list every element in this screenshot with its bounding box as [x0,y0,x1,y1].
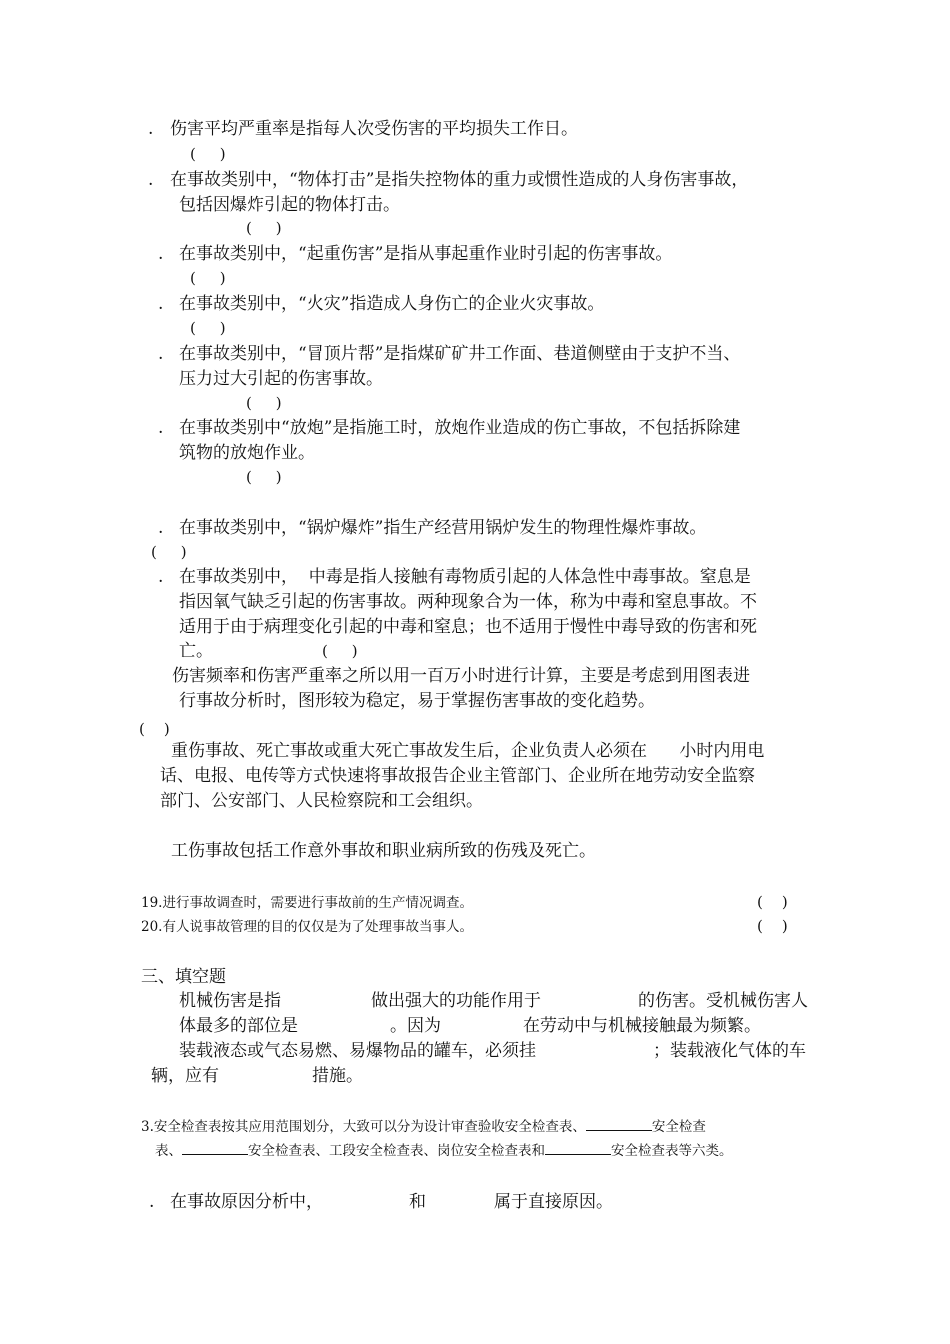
question-text: 话、电报、电传等方式快速将事故报告企业主管部门、企业所在地劳动安全监察 [160,766,755,786]
question-number: . [148,119,154,139]
answer-blank[interactable] [182,1140,248,1155]
question-text: 安全检查表、工段安全检查表、岗位安全检查表和 [248,1143,545,1159]
question-text: 措施。 [312,1066,363,1086]
question-text [155,1140,733,1162]
question-text: 。因为 [390,1016,441,1036]
question-number: . [149,1192,155,1212]
question-text: 辆，应有 [151,1066,219,1086]
question-text: 的伤害。受机械伤害人 [638,991,808,1011]
question-text: 属于直接原因。 [494,1192,613,1212]
answer-parentheses: ( ) [190,319,226,337]
question-text: 和 [409,1192,426,1212]
question-text: 19.进行事故调查时，需要进行事故前的生产情况调查。 [141,895,473,911]
answer-blank[interactable] [586,1116,652,1131]
question-text: 重伤事故、死亡事故或重大死亡事故发生后，企业负责人必须在 小时内用电 [171,741,765,761]
question-text: 在事故类别中，“物体打击”是指失控物体的重力或惯性造成的人身伤害事故， [170,170,749,190]
answer-parentheses: ( ) [757,893,788,911]
section-title: 三、填空题 [141,967,226,987]
question-text: 部门、公安部门、人民检察院和工会组织。 [160,791,483,811]
question-number: . [158,567,164,587]
answer-parentheses: ( ) [757,917,788,935]
question-number: . [158,244,164,264]
question-text: 装载液态或气态易燃、易爆物品的罐车，必须挂 [179,1041,536,1061]
question-text: 在事故原因分析中， [170,1192,323,1212]
question-text: 伤害平均严重率是指每人次受伤害的平均损失工作日。 [170,119,578,139]
answer-parentheses: ( ) [322,642,358,660]
question-text: 压力过大引起的伤害事故。 [179,369,383,389]
question-number: . [148,170,154,190]
question-text: 在事故类别中，“锅炉爆炸”指生产经营用锅炉发生的物理性爆炸事故。 [179,518,707,538]
question-number: . [158,294,164,314]
question-text: 在事故类别中，“起重伤害”是指从事起重作业时引起的伤害事故。 [179,244,673,264]
question-number: . [158,344,164,364]
answer-parentheses: ( ) [190,269,226,287]
question-text: 在事故类别中，“冒顶片帮”是指煤矿矿井工作面、巷道侧壁由于支护不当、 [179,344,741,364]
answer-parentheses: ( ) [151,543,187,561]
question-text: 在事故类别中“放炮”是指施工时，放炮作业造成的伤亡事故，不包括拆除建 [179,418,741,438]
answer-blank[interactable] [545,1140,611,1155]
question-text: 包括因爆炸引起的物体打击。 [179,195,400,215]
question-text: 表、 [155,1143,182,1159]
answer-parentheses: ( ) [246,468,282,486]
question-text: 工伤事故包括工作意外事故和职业病所致的伤残及死亡。 [171,841,596,861]
question-text: ；装载液化气体的车 [653,1041,806,1061]
question-text: 安全检查 [651,1119,706,1135]
question-text: 筑物的放炮作业。 [179,443,315,463]
question-text: 3.安全检查表按其应用范围划分，大致可以分为设计审查验收安全检查表、 [141,1119,586,1135]
question-text: 在事故类别中， 中毒是指人接触有毒物质引起的人体急性中毒事故。窒息是 [179,567,751,587]
question-text: 指因氧气缺乏引起的伤害事故。两种现象合为一体，称为中毒和窒息事故。不 [179,592,757,612]
question-number: . [158,518,164,538]
question-text: 在事故类别中，“火灾”指造成人身伤亡的企业火灾事故。 [179,294,605,314]
question-number: . [158,418,164,438]
answer-parentheses: ( ) [139,720,170,738]
answer-parentheses: ( ) [246,394,282,412]
question-text: 行事故分析时，图形较为稳定，易于掌握伤害事故的变化趋势。 [179,691,655,711]
question-text [141,1116,706,1138]
question-text: 做出强大的功能作用于 [371,991,541,1011]
question-text: 在劳动中与机械接触最为频繁。 [523,1016,761,1036]
answer-parentheses: ( ) [190,145,226,163]
question-text: 体最多的部位是 [179,1016,298,1036]
question-text: 安全检查表等六类。 [611,1143,733,1159]
question-text: 机械伤害是指 [179,991,281,1011]
question-text: 亡。 [179,641,213,661]
question-text: 适用于由于病理变化引起的中毒和窒息；也不适用于慢性中毒导致的伤害和死 [179,617,757,637]
question-text: 20.有人说事故管理的目的仅仅是为了处理事故当事人。 [141,919,473,935]
answer-parentheses: ( ) [246,219,282,237]
question-text: 伤害频率和伤害严重率之所以用一百万小时进行计算，主要是考虑到用图表进 [172,666,750,686]
